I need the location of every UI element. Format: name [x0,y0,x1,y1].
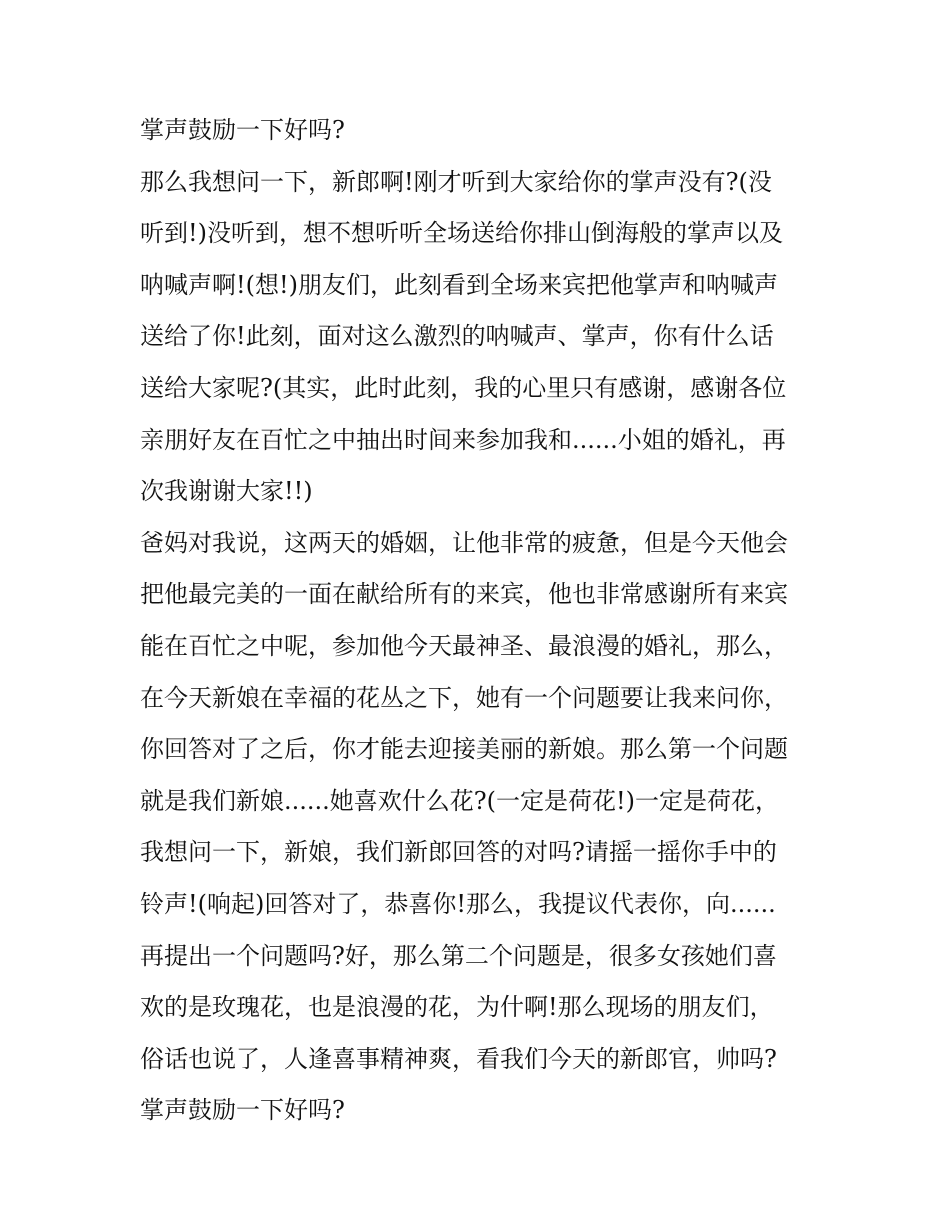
text-line: 欢的是玫瑰花，也是浪漫的花，为什啊!那么现场的朋友们， [140,993,774,1022]
text-line: 那么我想问一下，新郎啊!刚才听到大家给你的掌声没有?(没 [140,167,772,196]
text-line: 铃声!(响起)回答对了，恭喜你!那么，我提议代表你，向...... [140,889,776,918]
text-line: 再提出一个问题吗?好，那么第二个问题是，很多女孩她们喜 [140,941,777,970]
text-line: 掌声鼓励一下好吗? [140,116,345,144]
text-line: 俗话也说了，人逢喜事精神爽，看我们今天的新郎官，帅吗? [140,1044,777,1073]
text-line: 在今天新娘在幸福的花丛之下，她有一个问题要让我来问你， [140,683,788,712]
text-line: 亲朋好友在百忙之中抽出时间来参加我和......小姐的婚礼，再 [140,425,786,454]
text-line: 就是我们新娘......她喜欢什么花?(一定是荷花!)一定是荷花， [140,786,780,815]
text-line: 次我谢谢大家!!) [140,477,313,506]
text-line: 我想问一下，新娘，我们新郎回答的对吗?请摇一摇你手中的 [140,838,777,867]
text-line: 送给大家呢?(其实，此时此刻，我的心里只有感谢，感谢各位 [140,373,787,402]
body-text [140,105,820,1137]
text-line: 能在百忙之中呢，参加他今天最神圣、最浪漫的婚礼，那么， [140,631,788,660]
text-line: 把他最完美的一面在献给所有的来宾，他也非常感谢所有来宾 [140,580,788,609]
text-line: 掌声鼓励一下好吗? [140,1096,345,1125]
text-line: 你回答对了之后，你才能去迎接美丽的新娘。那么第一个问题 [140,735,788,764]
text-line: 送给了你!此刻，面对这么激烈的呐喊声、掌声，你有什么话 [140,322,774,351]
text-line: 呐喊声啊!(想!)朋友们，此刻看到全场来宾把他掌声和呐喊声 [140,270,779,299]
text-line: 听到!)没听到，想不想听听全场送给你排山倒海般的掌声以及 [140,219,784,248]
text-line: 爸妈对我说，这两天的婚姻，让他非常的疲惫，但是今天他会 [140,528,788,557]
